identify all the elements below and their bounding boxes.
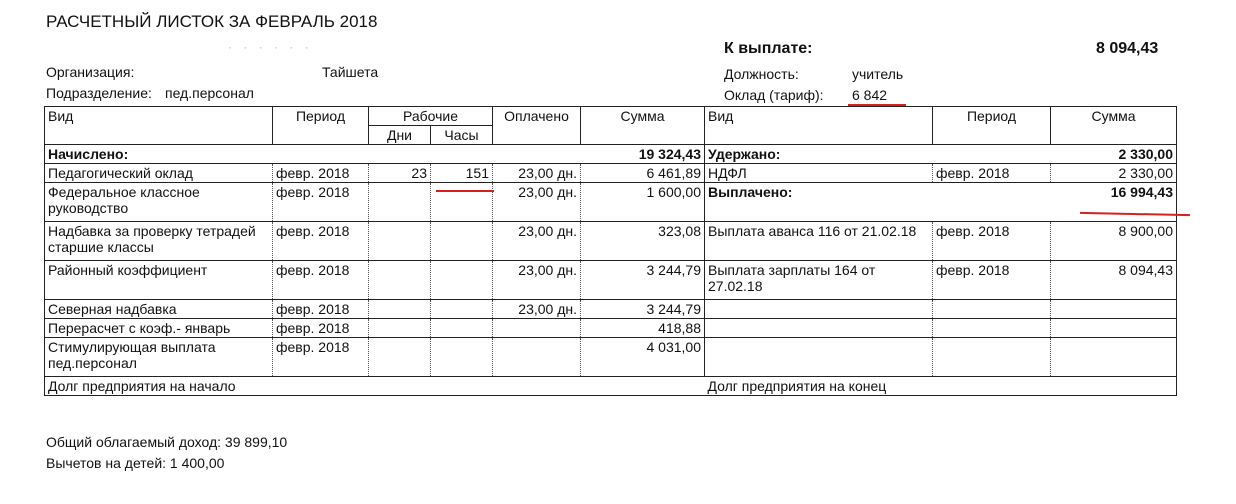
taxable-income: Общий облагаемый доход: 39 899,10 — [46, 434, 288, 450]
dept-value: пед.персонал — [165, 85, 254, 101]
table-row: Районный коэффициент февр. 2018 23,00 дн. 3 244,79 Выплата зарплаты 164 от 27.02.18 февр. 2018 8 094,43 — [45, 261, 1177, 300]
salary-value: 6 842 — [852, 87, 888, 103]
child-deductions: Вычетов на детей: 1 400,00 — [46, 455, 225, 471]
table-row: Перерасчет с коэф.- январь февр. 2018 418,88 — [45, 319, 1177, 338]
payslip-table — [44, 106, 1177, 396]
col-working-header: Рабочие — [369, 107, 493, 126]
redacted-mark: · · · · · · — [228, 40, 313, 54]
debt-start: Долг предприятия на начало — [45, 377, 705, 396]
table-row: Стимулирующая выплата пед.персонал февр. 2018 4 031,00 — [45, 338, 1177, 377]
col-kind-header: Вид — [45, 107, 273, 145]
withheld-label: Удержано: — [705, 145, 1051, 164]
col-paid-header: Оплачено — [493, 107, 581, 145]
accrued-total: 19 324,43 — [581, 145, 705, 164]
col-sum-header: Сумма — [581, 107, 705, 145]
table-row: Надбавка за проверку тетрадей старшие классы февр. 2018 23,00 дн. 323,08 Выплата аванса 116 от 21.02.18 февр. 2018 8 900,00 — [45, 222, 1177, 261]
to-pay-label: К выплате: — [724, 40, 813, 57]
position-label: Должность: — [724, 66, 799, 82]
col-hours-header: Часы — [431, 126, 493, 145]
table-row: Северная надбавка февр. 2018 23,00 дн. 3 244,79 — [45, 300, 1177, 319]
dept-label: Подразделение: — [46, 85, 152, 101]
col-kind2-header: Вид — [705, 107, 933, 145]
withheld-total: 2 330,00 — [1051, 145, 1177, 164]
org-label: Организация: — [46, 64, 135, 80]
col-sum2-header: Сумма — [1051, 107, 1177, 145]
org-value: Тайшета — [322, 64, 379, 80]
col-period-header: Период — [273, 107, 369, 145]
table-row: Педагогический оклад февр. 2018 23 151 23,00 дн. 6 461,89 НДФЛ февр. 2018 2 330,00 — [45, 164, 1177, 183]
salary-underline — [848, 104, 906, 106]
accrued-label: Начислено: — [45, 145, 581, 164]
debt-end: Долг предприятия на конец — [705, 377, 1177, 396]
col-days-header: Дни — [369, 126, 431, 145]
position-value: учитель — [852, 66, 904, 82]
salary-label: Оклад (тариф): — [724, 87, 824, 103]
table-row: Федеральное классное руководство февр. 2018 23,00 дн. 1 600,00 Выплачено: 16 994,43 — [45, 183, 1177, 222]
hours-underline — [436, 190, 494, 192]
to-pay-value: 8 094,43 — [1096, 40, 1159, 57]
payslip-title: РАСЧЕТНЫЙ ЛИСТОК ЗА ФЕВРАЛЬ 2018 — [46, 12, 378, 31]
col-period2-header: Период — [933, 107, 1051, 145]
